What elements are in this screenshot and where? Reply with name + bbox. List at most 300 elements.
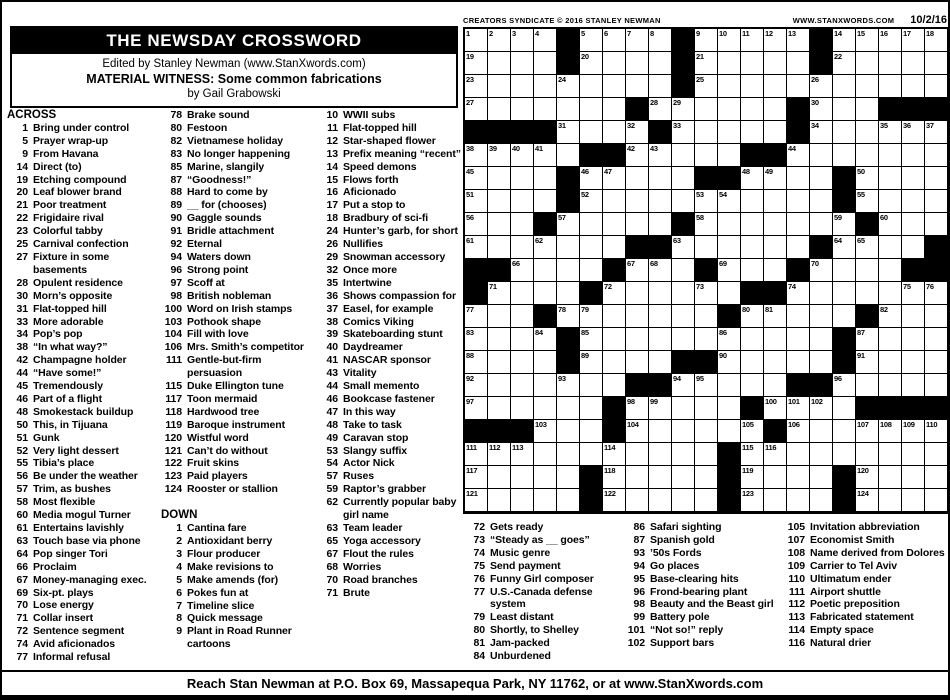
grid-cell[interactable] (465, 75, 488, 98)
grid-cell[interactable] (695, 282, 718, 305)
grid-cell[interactable] (580, 213, 603, 236)
grid-cell[interactable] (856, 259, 879, 282)
grid-cell[interactable] (626, 466, 649, 489)
grid-cell[interactable] (488, 489, 511, 512)
grid-cell[interactable] (810, 98, 833, 121)
grid-cell[interactable] (488, 75, 511, 98)
grid-cell[interactable] (534, 75, 557, 98)
grid-cell[interactable] (603, 443, 626, 466)
grid-cell[interactable] (810, 213, 833, 236)
grid-cell[interactable] (649, 328, 672, 351)
grid-cell[interactable] (626, 443, 649, 466)
grid-cell[interactable] (695, 236, 718, 259)
grid-cell[interactable] (603, 75, 626, 98)
grid-cell[interactable] (764, 466, 787, 489)
grid-cell[interactable] (534, 52, 557, 75)
grid-cell[interactable] (879, 443, 902, 466)
grid-cell[interactable] (810, 397, 833, 420)
grid-cell[interactable] (879, 374, 902, 397)
grid-cell[interactable] (672, 144, 695, 167)
grid-cell[interactable] (534, 98, 557, 121)
grid-cell[interactable] (534, 236, 557, 259)
grid-cell[interactable] (787, 75, 810, 98)
grid-cell[interactable] (925, 190, 948, 213)
grid-cell[interactable] (580, 420, 603, 443)
grid-cell[interactable] (741, 489, 764, 512)
grid-cell[interactable] (718, 190, 741, 213)
grid-cell[interactable] (534, 420, 557, 443)
grid-cell[interactable] (856, 489, 879, 512)
grid-cell[interactable] (764, 374, 787, 397)
grid-cell[interactable] (511, 328, 534, 351)
grid-cell[interactable] (511, 144, 534, 167)
grid-cell[interactable] (718, 328, 741, 351)
grid-cell[interactable] (787, 397, 810, 420)
grid-cell[interactable] (580, 351, 603, 374)
grid-cell[interactable] (580, 121, 603, 144)
grid-cell[interactable] (810, 305, 833, 328)
grid-cell[interactable] (741, 52, 764, 75)
grid-cell[interactable] (672, 236, 695, 259)
grid-cell[interactable] (511, 29, 534, 52)
grid-cell[interactable] (902, 466, 925, 489)
grid-cell[interactable] (902, 190, 925, 213)
grid-cell[interactable] (603, 167, 626, 190)
grid-cell[interactable] (534, 167, 557, 190)
grid-cell[interactable] (603, 52, 626, 75)
grid-cell[interactable] (626, 259, 649, 282)
grid-cell[interactable] (810, 443, 833, 466)
grid-cell[interactable] (465, 190, 488, 213)
grid-cell[interactable] (511, 52, 534, 75)
grid-cell[interactable] (833, 236, 856, 259)
grid-cell[interactable] (856, 351, 879, 374)
grid-cell[interactable] (465, 351, 488, 374)
grid-cell[interactable] (695, 305, 718, 328)
grid-cell[interactable] (902, 443, 925, 466)
grid-cell[interactable] (534, 443, 557, 466)
grid-cell[interactable] (764, 443, 787, 466)
grid-cell[interactable] (787, 29, 810, 52)
grid-cell[interactable] (534, 397, 557, 420)
grid-cell[interactable] (902, 236, 925, 259)
grid-cell[interactable] (557, 213, 580, 236)
grid-cell[interactable] (626, 121, 649, 144)
grid-cell[interactable] (856, 466, 879, 489)
grid-cell[interactable] (925, 213, 948, 236)
grid-cell[interactable] (925, 374, 948, 397)
grid-cell[interactable] (787, 443, 810, 466)
grid-cell[interactable] (649, 213, 672, 236)
grid-cell[interactable] (902, 420, 925, 443)
grid-cell[interactable] (925, 52, 948, 75)
grid-cell[interactable] (764, 328, 787, 351)
grid-cell[interactable] (925, 29, 948, 52)
grid-cell[interactable] (741, 190, 764, 213)
grid-cell[interactable] (810, 282, 833, 305)
grid-cell[interactable] (879, 305, 902, 328)
grid-cell[interactable] (741, 213, 764, 236)
grid-cell[interactable] (902, 52, 925, 75)
grid-cell[interactable] (603, 98, 626, 121)
grid-cell[interactable] (902, 305, 925, 328)
grid-cell[interactable] (764, 489, 787, 512)
grid-cell[interactable] (741, 121, 764, 144)
grid-cell[interactable] (810, 489, 833, 512)
grid-cell[interactable] (902, 351, 925, 374)
grid-cell[interactable] (856, 420, 879, 443)
grid-cell[interactable] (879, 29, 902, 52)
grid-cell[interactable] (580, 75, 603, 98)
grid-cell[interactable] (718, 75, 741, 98)
grid-cell[interactable] (879, 351, 902, 374)
grid-cell[interactable] (649, 282, 672, 305)
grid-cell[interactable] (695, 190, 718, 213)
grid-cell[interactable] (856, 167, 879, 190)
grid-cell[interactable] (511, 282, 534, 305)
grid-cell[interactable] (833, 75, 856, 98)
grid-cell[interactable] (856, 374, 879, 397)
grid-cell[interactable] (534, 489, 557, 512)
grid-cell[interactable] (534, 190, 557, 213)
grid-cell[interactable] (488, 29, 511, 52)
grid-cell[interactable] (649, 167, 672, 190)
grid-cell[interactable] (488, 282, 511, 305)
grid-cell[interactable] (672, 121, 695, 144)
grid-cell[interactable] (718, 351, 741, 374)
grid-cell[interactable] (557, 305, 580, 328)
grid-cell[interactable] (557, 121, 580, 144)
grid-cell[interactable] (879, 190, 902, 213)
grid-cell[interactable] (856, 282, 879, 305)
grid-cell[interactable] (465, 466, 488, 489)
grid-cell[interactable] (879, 489, 902, 512)
grid-cell[interactable] (741, 236, 764, 259)
grid-cell[interactable] (672, 167, 695, 190)
grid-cell[interactable] (787, 420, 810, 443)
grid-cell[interactable] (764, 190, 787, 213)
grid-cell[interactable] (902, 328, 925, 351)
grid-cell[interactable] (695, 52, 718, 75)
grid-cell[interactable] (718, 374, 741, 397)
grid-cell[interactable] (672, 282, 695, 305)
grid-cell[interactable] (649, 75, 672, 98)
grid-cell[interactable] (925, 282, 948, 305)
grid-cell[interactable] (649, 466, 672, 489)
grid-cell[interactable] (902, 282, 925, 305)
grid-cell[interactable] (603, 489, 626, 512)
grid-cell[interactable] (465, 98, 488, 121)
grid-cell[interactable] (580, 443, 603, 466)
grid-cell[interactable] (465, 328, 488, 351)
grid-cell[interactable] (764, 259, 787, 282)
grid-cell[interactable] (925, 420, 948, 443)
grid-cell[interactable] (649, 351, 672, 374)
grid-cell[interactable] (511, 351, 534, 374)
grid-cell[interactable] (695, 121, 718, 144)
grid-cell[interactable] (833, 213, 856, 236)
grid-cell[interactable] (879, 52, 902, 75)
grid-cell[interactable] (626, 397, 649, 420)
grid-cell[interactable] (695, 466, 718, 489)
grid-cell[interactable] (741, 167, 764, 190)
grid-cell[interactable] (557, 75, 580, 98)
grid-cell[interactable] (465, 236, 488, 259)
grid-cell[interactable] (810, 144, 833, 167)
grid-cell[interactable] (879, 420, 902, 443)
grid-cell[interactable] (764, 167, 787, 190)
grid-cell[interactable] (810, 420, 833, 443)
grid-cell[interactable] (764, 98, 787, 121)
grid-cell[interactable] (925, 144, 948, 167)
grid-cell[interactable] (626, 328, 649, 351)
grid-cell[interactable] (902, 489, 925, 512)
grid-cell[interactable] (511, 236, 534, 259)
grid-cell[interactable] (879, 144, 902, 167)
grid-cell[interactable] (925, 489, 948, 512)
grid-cell[interactable] (833, 397, 856, 420)
grid-cell[interactable] (787, 351, 810, 374)
grid-cell[interactable] (902, 213, 925, 236)
grid-cell[interactable] (511, 98, 534, 121)
grid-cell[interactable] (580, 305, 603, 328)
grid-cell[interactable] (557, 489, 580, 512)
grid-cell[interactable] (557, 259, 580, 282)
grid-cell[interactable] (833, 98, 856, 121)
grid-cell[interactable] (511, 397, 534, 420)
grid-cell[interactable] (787, 190, 810, 213)
grid-cell[interactable] (810, 167, 833, 190)
grid-cell[interactable] (902, 374, 925, 397)
grid-cell[interactable] (534, 351, 557, 374)
grid-cell[interactable] (856, 29, 879, 52)
grid-cell[interactable] (465, 397, 488, 420)
grid-cell[interactable] (695, 374, 718, 397)
grid-cell[interactable] (465, 29, 488, 52)
grid-cell[interactable] (626, 167, 649, 190)
grid-cell[interactable] (603, 328, 626, 351)
grid-cell[interactable] (879, 213, 902, 236)
grid-cell[interactable] (580, 190, 603, 213)
grid-cell[interactable] (810, 259, 833, 282)
grid-cell[interactable] (833, 282, 856, 305)
grid-cell[interactable] (764, 29, 787, 52)
grid-cell[interactable] (465, 489, 488, 512)
grid-cell[interactable] (488, 328, 511, 351)
grid-cell[interactable] (695, 328, 718, 351)
grid-cell[interactable] (718, 121, 741, 144)
grid-cell[interactable] (695, 489, 718, 512)
grid-cell[interactable] (626, 489, 649, 512)
grid-cell[interactable] (787, 305, 810, 328)
grid-cell[interactable] (695, 144, 718, 167)
grid-cell[interactable] (856, 144, 879, 167)
grid-cell[interactable] (672, 466, 695, 489)
grid-cell[interactable] (603, 121, 626, 144)
grid-cell[interactable] (672, 397, 695, 420)
grid-cell[interactable] (856, 236, 879, 259)
grid-cell[interactable] (902, 144, 925, 167)
grid-cell[interactable] (787, 167, 810, 190)
grid-cell[interactable] (511, 167, 534, 190)
grid-cell[interactable] (534, 466, 557, 489)
grid-cell[interactable] (787, 328, 810, 351)
grid-cell[interactable] (695, 397, 718, 420)
grid-cell[interactable] (879, 328, 902, 351)
grid-cell[interactable] (764, 397, 787, 420)
grid-cell[interactable] (833, 52, 856, 75)
grid-cell[interactable] (557, 374, 580, 397)
grid-cell[interactable] (833, 259, 856, 282)
grid-cell[interactable] (488, 466, 511, 489)
grid-cell[interactable] (465, 305, 488, 328)
grid-cell[interactable] (649, 305, 672, 328)
grid-cell[interactable] (718, 29, 741, 52)
grid-cell[interactable] (718, 236, 741, 259)
grid-cell[interactable] (626, 52, 649, 75)
grid-cell[interactable] (856, 443, 879, 466)
grid-cell[interactable] (534, 259, 557, 282)
grid-cell[interactable] (879, 167, 902, 190)
grid-cell[interactable] (488, 167, 511, 190)
grid-cell[interactable] (764, 351, 787, 374)
grid-cell[interactable] (902, 75, 925, 98)
grid-cell[interactable] (534, 29, 557, 52)
grid-cell[interactable] (718, 397, 741, 420)
grid-cell[interactable] (810, 121, 833, 144)
grid-cell[interactable] (557, 420, 580, 443)
grid-cell[interactable] (925, 167, 948, 190)
grid-cell[interactable] (787, 213, 810, 236)
grid-cell[interactable] (465, 443, 488, 466)
grid-cell[interactable] (580, 236, 603, 259)
grid-cell[interactable] (603, 282, 626, 305)
grid-cell[interactable] (672, 443, 695, 466)
grid-cell[interactable] (488, 305, 511, 328)
grid-cell[interactable] (833, 144, 856, 167)
grid-cell[interactable] (672, 374, 695, 397)
grid-cell[interactable] (787, 489, 810, 512)
grid-cell[interactable] (557, 443, 580, 466)
grid-cell[interactable] (488, 52, 511, 75)
grid-cell[interactable] (741, 351, 764, 374)
grid-cell[interactable] (534, 328, 557, 351)
grid-cell[interactable] (626, 420, 649, 443)
grid-cell[interactable] (488, 98, 511, 121)
grid-cell[interactable] (626, 190, 649, 213)
grid-cell[interactable] (488, 190, 511, 213)
grid-cell[interactable] (626, 282, 649, 305)
grid-cell[interactable] (764, 236, 787, 259)
grid-cell[interactable] (511, 466, 534, 489)
grid-cell[interactable] (695, 98, 718, 121)
grid-cell[interactable] (879, 259, 902, 282)
grid-cell[interactable] (718, 144, 741, 167)
grid-cell[interactable] (925, 121, 948, 144)
grid-cell[interactable] (580, 167, 603, 190)
grid-cell[interactable] (925, 351, 948, 374)
grid-cell[interactable] (741, 259, 764, 282)
grid-cell[interactable] (580, 52, 603, 75)
grid-cell[interactable] (603, 190, 626, 213)
grid-cell[interactable] (649, 489, 672, 512)
grid-cell[interactable] (902, 121, 925, 144)
grid-cell[interactable] (511, 489, 534, 512)
grid-cell[interactable] (764, 52, 787, 75)
grid-cell[interactable] (465, 52, 488, 75)
grid-cell[interactable] (879, 121, 902, 144)
grid-cell[interactable] (557, 282, 580, 305)
grid-cell[interactable] (649, 259, 672, 282)
grid-cell[interactable] (879, 75, 902, 98)
grid-cell[interactable] (741, 466, 764, 489)
grid-cell[interactable] (488, 144, 511, 167)
grid-cell[interactable] (672, 259, 695, 282)
grid-cell[interactable] (879, 282, 902, 305)
grid-cell[interactable] (626, 305, 649, 328)
grid-cell[interactable] (511, 259, 534, 282)
grid-cell[interactable] (672, 328, 695, 351)
grid-cell[interactable] (741, 443, 764, 466)
grid-cell[interactable] (879, 236, 902, 259)
grid-cell[interactable] (833, 443, 856, 466)
grid-cell[interactable] (511, 305, 534, 328)
grid-cell[interactable] (695, 29, 718, 52)
grid-cell[interactable] (580, 259, 603, 282)
grid-cell[interactable] (764, 75, 787, 98)
grid-cell[interactable] (718, 420, 741, 443)
grid-cell[interactable] (833, 374, 856, 397)
grid-cell[interactable] (741, 420, 764, 443)
grid-cell[interactable] (465, 167, 488, 190)
grid-cell[interactable] (879, 466, 902, 489)
grid-cell[interactable] (488, 397, 511, 420)
grid-cell[interactable] (741, 374, 764, 397)
grid-cell[interactable] (626, 75, 649, 98)
grid-cell[interactable] (718, 52, 741, 75)
grid-cell[interactable] (672, 190, 695, 213)
grid-cell[interactable] (902, 29, 925, 52)
grid-cell[interactable] (649, 420, 672, 443)
grid-cell[interactable] (902, 167, 925, 190)
grid-cell[interactable] (925, 466, 948, 489)
grid-cell[interactable] (833, 305, 856, 328)
grid-cell[interactable] (787, 144, 810, 167)
grid-cell[interactable] (764, 305, 787, 328)
grid-cell[interactable] (833, 121, 856, 144)
grid-cell[interactable] (603, 213, 626, 236)
grid-cell[interactable] (695, 75, 718, 98)
grid-cell[interactable] (580, 397, 603, 420)
grid-cell[interactable] (580, 29, 603, 52)
grid-cell[interactable] (580, 328, 603, 351)
grid-cell[interactable] (925, 443, 948, 466)
grid-cell[interactable] (557, 236, 580, 259)
grid-cell[interactable] (603, 374, 626, 397)
grid-cell[interactable] (695, 213, 718, 236)
grid-cell[interactable] (488, 443, 511, 466)
grid-cell[interactable] (741, 98, 764, 121)
grid-cell[interactable] (672, 98, 695, 121)
grid-cell[interactable] (649, 29, 672, 52)
grid-cell[interactable] (856, 121, 879, 144)
grid-cell[interactable] (856, 98, 879, 121)
grid-cell[interactable] (741, 328, 764, 351)
grid-cell[interactable] (649, 98, 672, 121)
grid-cell[interactable] (764, 213, 787, 236)
grid-cell[interactable] (787, 52, 810, 75)
grid-cell[interactable] (649, 397, 672, 420)
